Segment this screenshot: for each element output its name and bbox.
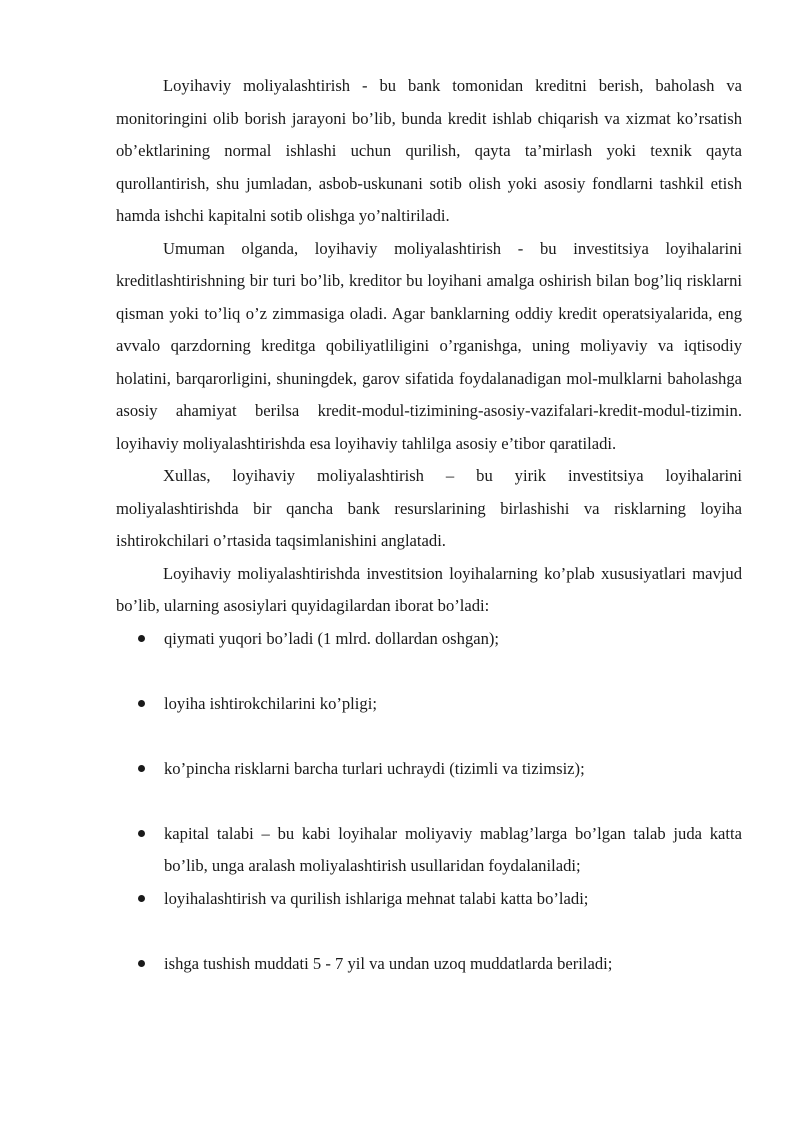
list-item [116, 688, 742, 721]
list-item-text: loyihalashtirish va qurilish ishlariga mehnat talabi katta bo’ladi; [164, 888, 589, 908]
bullet-icon [138, 700, 145, 707]
paragraph: Loyihaviy moliyalashtirishda investitsion loyihalarning ko’plab xususiyatlari mavjud bo’lib, ularning asosiylari quyidagilardan iborat bo’ladi: [116, 563, 742, 615]
bullet-icon [138, 830, 145, 837]
document-page [116, 70, 742, 980]
list-item [116, 948, 742, 981]
paragraph: Xullas, loyihaviy moliyalashtirish – bu yirik investitsiya loyihalarini moliyalashtirishda bir qancha bank resurslarining birlashishi va risklarning loyiha ishtirokchilari o’rtasida taqsimlanishini anglatadi. [116, 466, 742, 550]
list-item-text: loyiha ishtirokchilarini ko’pligi; [164, 693, 377, 713]
list-item [116, 883, 742, 916]
list-item-text: kapital talabi – bu kabi loyihalar moliyaviy mablag’larga bo’lgan talab juda katta bo’lib, unga aralash moliyalashtirish usullaridan foydalaniladi; [164, 823, 742, 875]
bullet-icon [138, 895, 145, 902]
bullet-icon [138, 635, 145, 642]
list-item [116, 623, 742, 656]
list-item [116, 818, 742, 883]
list-item-text: qiymati yuqori bo’ladi (1 mlrd. dollardan oshgan); [164, 628, 500, 648]
list-item [116, 753, 742, 786]
paragraph: Umuman olganda, loyihaviy moliyalashtirish - bu investitsiya loyihalarini kreditlashtirishning bir turi bo’lib, kreditor bu loyihani amalga oshirish bilan bog’liq risklarni qisman yoki to’liq o’z zimmasiga oladi. Agar banklarning oddiy kredit operatsiyalarida, eng avvalo qarzdorning kreditga qobiliyatliligini o’rganishga, uning moliyaviy va iqtisodiy holatini, barqarorligini, shuningdek, garov sifatida foydalanadigan mol-mulklarni baholashga asosiy ahamiyat berilsa kredit-modul-tizimining-asosiy-vazifalari-kredit-modul-tizimin. loyihaviy moliyalashtirishda esa loyihaviy tahlilga asosiy e’tibor qaratiladi. [116, 238, 742, 453]
bullet-icon [138, 960, 145, 967]
list-item-text: ko’pincha risklarni barcha turlari uchraydi (tizimli va tizimsiz); [164, 758, 585, 778]
feature-list [116, 623, 742, 981]
paragraph: Loyihaviy moliyalashtirish - bu bank tomonidan kreditni berish, baholash va monitoringini olib borish jarayoni bo’lib, bunda kredit ishlab chiqarish va xizmat ko’rsatish ob’ektlarining normal ishlashi uchun qurilish, qayta ta’mirlash yoki texnik qayta qurollantirish, shu jumladan, asbob-uskunani sotib olish yoki asosiy fondlarni tashkil etish hamda ishchi kapitalni sotib olishga yo’naltiriladi. [116, 76, 742, 225]
list-item-text: ishga tushish muddati 5 - 7 yil va undan uzoq muddatlarda beriladi; [164, 953, 613, 973]
bullet-icon [138, 765, 145, 772]
